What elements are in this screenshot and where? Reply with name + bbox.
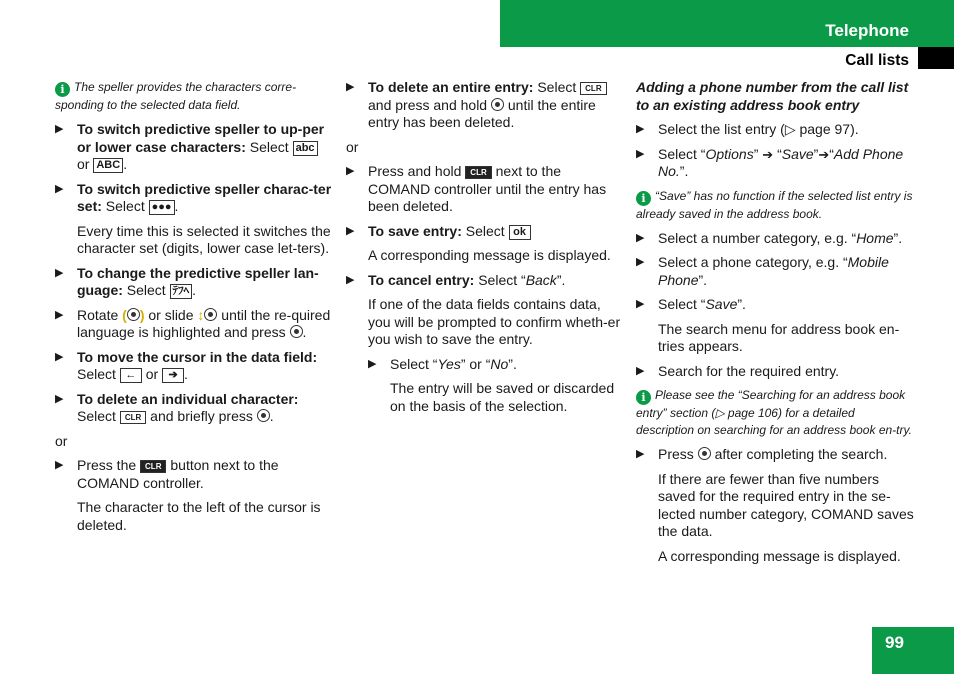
controller-icon (127, 308, 140, 321)
column-3 (636, 79, 914, 572)
arrow-right-icon: ➔ (162, 368, 184, 383)
bullet-icon: ▶ (346, 273, 355, 286)
rotate-icon: ( (122, 306, 127, 323)
column-2 (346, 79, 624, 422)
step-note: The search menu for address book en-tries appears. (658, 320, 900, 354)
character-set-key: ●●● (149, 200, 175, 215)
column-1 (55, 79, 333, 541)
step-press-after-search: ▶ Press after completing the search. (636, 446, 888, 462)
bullet-icon: ▶ (636, 256, 645, 268)
bullet-icon: ▶ (55, 459, 64, 471)
page-number: 99 (885, 633, 904, 652)
step-note: If one of the data fields contains data, you will be prompted to confirm wheth-er you wish to save the entry. (368, 296, 621, 347)
step-phone-category: ▶ Select a phone category, e.g. “Mobile Phone”. (636, 254, 889, 288)
step-press-hold-clr: ▶ Press and hold CLR next to the COMAND controller until the entry has been deleted. (346, 163, 607, 214)
step-note: A corresponding message is displayed. (368, 247, 611, 263)
arrow-left-icon: ← (120, 368, 142, 383)
controller-icon (204, 308, 217, 321)
bullet-icon: ▶ (636, 448, 645, 460)
step-note: The character to the left of the cursor is deleted. (77, 499, 321, 533)
section-tab (918, 47, 954, 69)
bullet-icon: ▶ (346, 81, 355, 93)
bullet-icon: ▶ (55, 308, 64, 321)
step-character-set: ▶ To switch predictive speller charac-ter set: Select ●●● . (55, 180, 332, 214)
language-key: ﾃﾌﾍ (170, 284, 193, 299)
section-title: Call lists (845, 52, 909, 69)
step-switch-case: ▶ To switch predictive speller to up-per or lower case characters: Select abc or ABC . (55, 121, 325, 172)
or-separator: or (346, 138, 359, 155)
step-change-language: ▶ To change the predictive speller lan-guage: Select ﾃﾌﾍ . (55, 264, 319, 298)
step-rotate: ▶ Rotate ( ) or slide ↕ until the re-quired language is highlighted and press . (55, 306, 331, 340)
step-number-category: ▶ Select a number category, e.g. “Home”. (636, 229, 903, 246)
or-separator: or (55, 432, 68, 449)
lowercase-key: abc (293, 141, 318, 156)
bullet-icon: ▶ (346, 224, 355, 237)
menu-arrow-icon: ➔ (762, 146, 774, 162)
clr-key: CLR (120, 411, 146, 424)
press-icon (290, 325, 303, 338)
bullet-icon: ▶ (636, 298, 645, 310)
chapter-title: Telephone (825, 21, 909, 40)
step-select-save: ▶ Select “Save”. (636, 296, 746, 312)
step-cancel-entry: ▶ To cancel entry: Select “Back”. (346, 271, 566, 288)
step-save-entry: ▶ To save entry: Select ok (346, 223, 624, 241)
step-select-options: ▶ Select “Options” ➔ “Save”➔“Add Phone No.”. (636, 145, 904, 179)
bullet-icon: ▶ (636, 123, 645, 135)
step-delete-character: ▶ To delete an individual character: Select CLR and briefly press . (55, 390, 299, 424)
bullet-icon: ▶ (55, 182, 64, 195)
clr-button-icon: CLR (140, 460, 166, 473)
bullet-icon: ▶ (636, 147, 645, 160)
info-icon: i (55, 82, 70, 97)
step-note: If there are fewer than five numbers saved for the required entry in the se-lected number category, COMAND saves the data. (658, 470, 914, 539)
info-icon: i (636, 191, 651, 206)
clr-button-icon: CLR (465, 166, 491, 179)
uppercase-key: ABC (93, 158, 123, 173)
clr-key: CLR (580, 82, 606, 95)
bullet-icon: ▶ (636, 364, 645, 377)
press-icon (257, 409, 270, 422)
step-note: A corresponding message is displayed. (658, 547, 901, 564)
info-note: i “Save” has no function if the selected list entry is already saved in the address book. (636, 188, 913, 221)
ok-key: ok (509, 225, 531, 240)
step-select-list-entry: ▶ Select the list entry (▷ page 97). (636, 121, 859, 137)
step-move-cursor: ▶ To move the cursor in the data field: Select ← or ➔ . (55, 348, 318, 382)
info-note: i The speller provides the characters corre-sponding to the selected data field. (55, 80, 297, 112)
step-press-clr: ▶ Press the CLR button next to the COMAND controller. (55, 457, 279, 491)
procedure-heading: Adding a phone number from the call list to an existing address book entry (636, 79, 909, 113)
bullet-icon: ▶ (55, 350, 64, 363)
bullet-icon: ▶ (55, 123, 64, 135)
slide-icon: ↕ (197, 306, 205, 323)
step-note: Every time this is selected it switches the character set (digits, lower case let-ters). (77, 222, 331, 256)
bullet-icon: ▶ (368, 357, 377, 370)
step-search-entry: ▶ Search for the required entry. (636, 362, 840, 379)
menu-arrow-icon: ➔ (818, 146, 830, 162)
step-select-yes-no: ▶ Select “Yes” or “No”. (368, 355, 517, 372)
info-note: i Please see the “Searching for an address book entry” section (▷ page 106) for a detailed description on searching for an address book en-try. (636, 388, 912, 437)
step-delete-entry: ▶ To delete an entire entry: Select CLR and press and hold until the entire entry has been deleted. (346, 79, 624, 132)
bullet-icon: ▶ (55, 266, 64, 279)
bullet-icon: ▶ (55, 392, 64, 405)
info-icon: i (636, 390, 651, 405)
press-icon (491, 98, 504, 111)
bullet-icon: ▶ (636, 231, 645, 244)
bullet-icon: ▶ (346, 165, 355, 177)
press-icon (698, 447, 711, 460)
step-note: The entry will be saved or discarded on the basis of the selection. (390, 380, 615, 414)
